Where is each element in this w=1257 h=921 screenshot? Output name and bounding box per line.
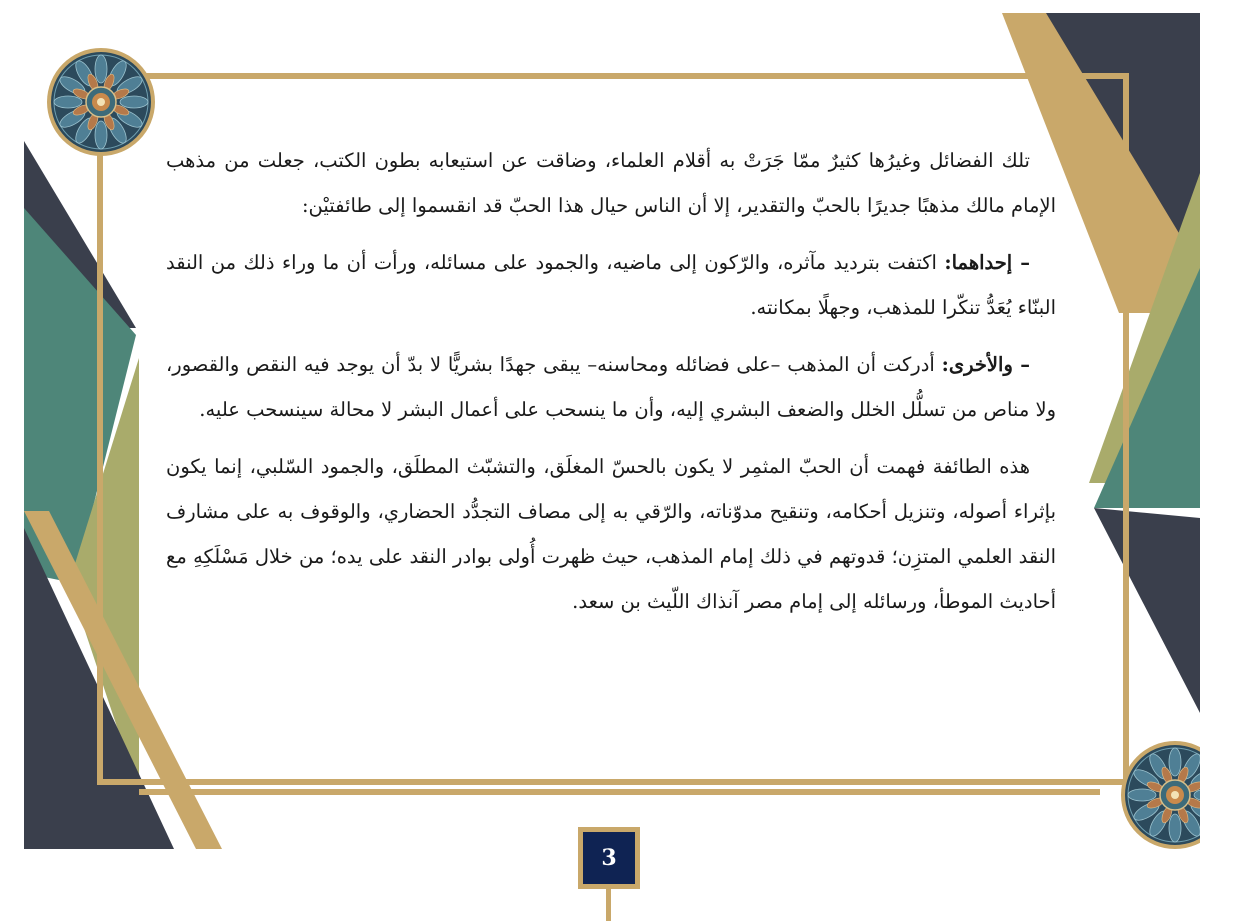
article-text: [166, 138, 1056, 636]
paragraph-body: أدركت أن المذهب –على فضائله ومحاسنه– يبقى جهدًا بشريًّا لا بدّ أن يوجد فيه النقص والقصور، ولا مناص من تسلُّل الخلل والضعف البشري إليه، وأن ما ينسحب على أعمال البشر لا محالة سينسحب عليه.: [166, 353, 1056, 421]
paragraph-conclusion: [166, 444, 1056, 624]
paragraph-second-group: [166, 342, 1056, 432]
document-page: [24, 13, 1200, 849]
paragraph-body: اكتفت بترديد مآثره، والرّكون إلى ماضيه، والجمود على مسائله، ورأت أن ما وراء ذلك من النقد البنّاء يُعَدُّ تنكّرا للمذهب، وجهلًا بمكانته.: [166, 251, 1056, 319]
paragraph-first-group: [166, 240, 1056, 330]
paragraph-intro: [166, 138, 1056, 228]
ornament-medallion-icon: [46, 47, 156, 157]
bottom-gold-bar: [139, 789, 1100, 795]
paragraph-prefix: – والأخرى:: [941, 353, 1030, 376]
page-number-connector: [606, 889, 611, 921]
paragraph-body: هذه الطائفة فهمت أن الحبّ المثمِر لا يكون بالحسّ المغلَق، والتشبّث المطلَق، والجمود السّلبي، إنما يكون بإثراء أصوله، وتنزيل أحكامه، وتنقيح مدوّناته، والرّقي به إلى مصاف التجدُّد الحضاري، والوقوف به على مشارف النقد العلمي المتزِن؛ قدوتهم في ذلك إمام المذهب، حيث ظهرت أُولى بوادر النقد على يده؛ من خلال مَسْلَكِهِ مع أحاديث الموطأ، ورسائله إلى إمام مصر آنذاك اللّيث بن سعد.: [166, 455, 1056, 613]
page-number-badge: 3: [578, 827, 640, 889]
paragraph-prefix: – إحداهما:: [944, 251, 1030, 274]
paragraph-body: تلك الفضائل وغيرُها كثيرٌ ممّا جَرَتْ به أقلام العلماء، وضاقت عن استيعابه بطون الكتب، جعلت من مذهب الإمام مالك مذهبًا جديرًا بالحبّ والتقدير، إلا أن الناس حيال هذا الحبّ قد انقسموا إلى طائفتيْن:: [166, 149, 1056, 217]
